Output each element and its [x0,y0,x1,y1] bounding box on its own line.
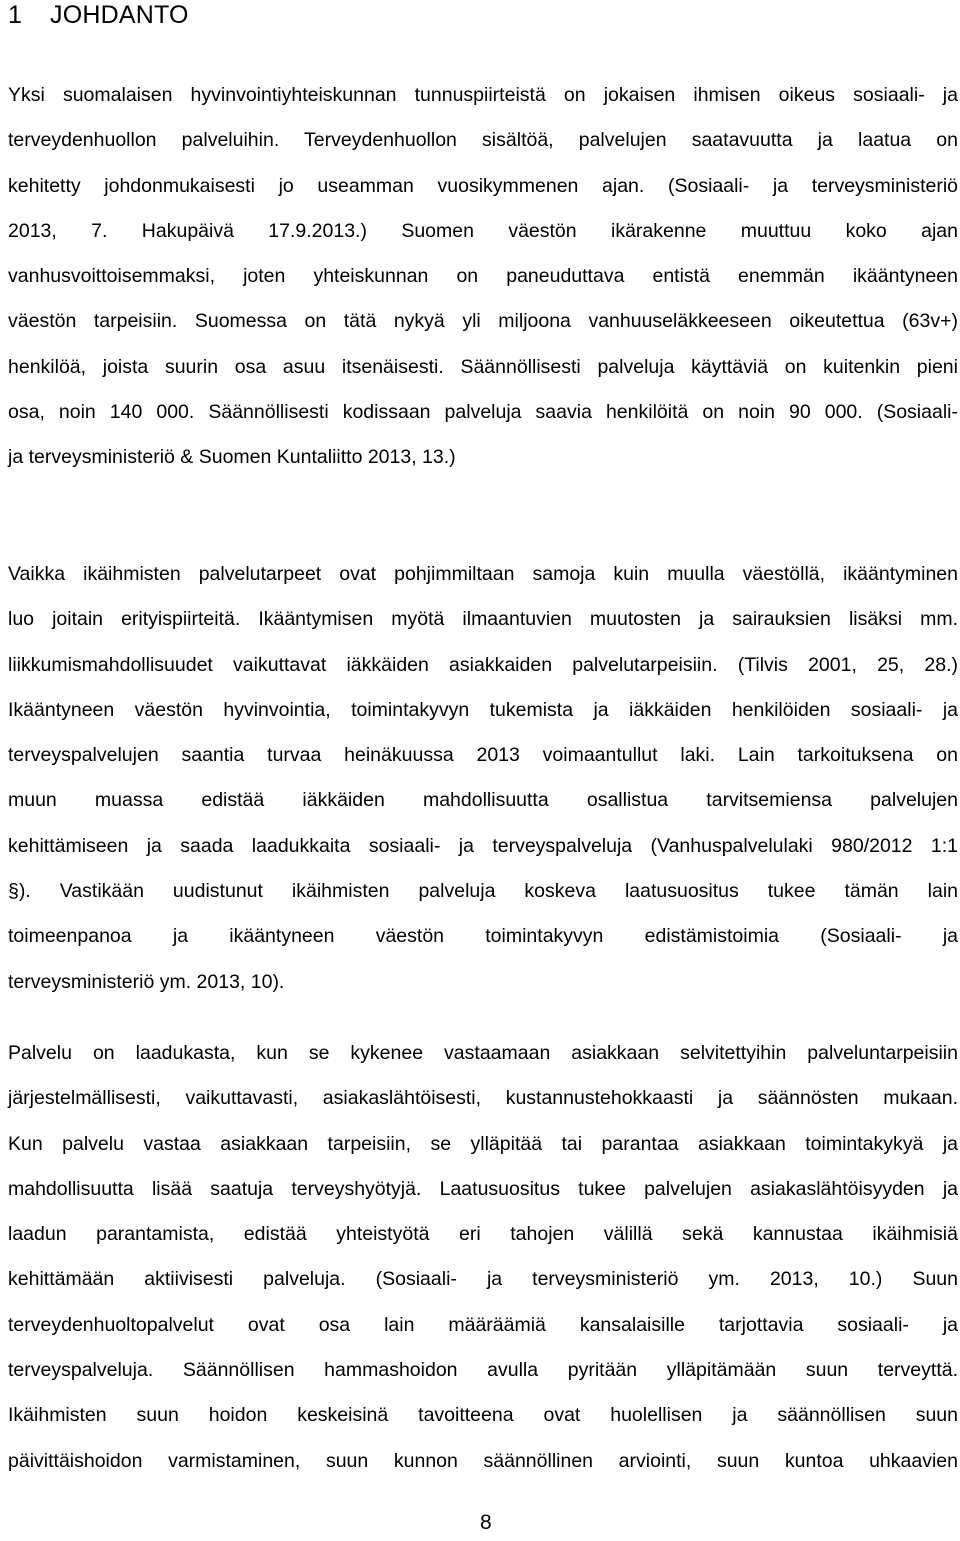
paragraph-line: 2013, 7. Hakupäivä 17.9.2013.) Suomen väestön ikärakenne muuttuu koko ajan [8,219,958,242]
chapter-title: JOHDANTO [50,1,189,29]
paragraph-line: terveysministeriö ym. 2013, 10). [8,970,285,993]
chapter-heading [8,0,958,30]
paragraph-line: liikkumismahdollisuudet vaikuttavat iäkkäiden asiakkaiden palvelutarpeisiin. (Tilvis 2001, 25, 28.) [8,653,958,676]
paragraph-line: osa, noin 140 000. Säännöllisesti kodissaan palveluja saavia henkilöitä on noin 90 000. (Sosiaali- [8,401,958,424]
paragraph-2 [8,552,958,1005]
paragraph-3 [8,1031,958,1484]
paragraph-line: Ikäihmisten suun hoidon keskeisinä tavoitteena ovat huolellisen ja säännöllisen suun [8,1404,958,1427]
paragraph-line: terveyspalvelujen saantia turvaa heinäkuussa 2013 voimaantullut laki. Lain tarkoituksena on [8,744,958,767]
paragraph-line: väestön tarpeisiin. Suomessa on tätä nykyä yli miljoona vanhuuseläkkeeseen oikeutettua (63v+) [8,310,958,333]
paragraph-line: Yksi suomalaisen hyvinvointiyhteiskunnan tunnuspiirteistä on jokaisen ihmisen oikeus sosiaali- ja [8,84,958,106]
paragraph-line: päivittäishoidon varmistaminen, suun kunnon säännöllinen arviointi, suun kuntoa uhkaavien [8,1449,958,1472]
paragraph-line: terveyspalveluja. Säännöllisen hammashoidon avulla pyritään ylläpitämään suun terveyttä. [8,1359,958,1382]
paragraph-line: henkilöä, joista suurin osa asuu itsenäisesti. Säännöllisesti palveluja käyttäviä on kuitenkin pieni [8,355,958,378]
paragraph-1 [8,73,958,481]
paragraph-line: ja terveysministeriö & Suomen Kuntaliitto 2013, 13.) [8,446,456,469]
document-page [8,0,958,1534]
paragraph-line: Ikääntyneen väestön hyvinvointia, toimintakyvyn tukemista ja iäkkäiden henkilöiden sosiaali- ja [8,698,958,721]
chapter-number: 1 [8,1,23,29]
paragraph-line: terveydenhuoltopalvelut ovat osa lain määräämiä kansalaisille tarjottavia sosiaali- ja [8,1313,958,1336]
paragraph-line: kehitetty johdonmukaisesti jo useamman vuosikymmenen ajan. (Sosiaali- ja terveysministeriö [8,174,958,197]
paragraph-line: Vaikka ikäihmisten palvelutarpeet ovat pohjimmiltaan samoja kuin muulla väestöllä, ikääntyminen [8,563,958,585]
page-number: 8 [480,1511,492,1534]
paragraph-line: terveydenhuollon palveluihin. Terveydenhuollon sisältöä, palvelujen saatavuutta ja laatua on [8,129,958,152]
paragraph-line: toimeenpanoa ja ikääntyneen väestön toimintakyvyn edistämistoimia (Sosiaali- ja [8,925,958,948]
paragraph-line: §). Vastikään uudistunut ikäihmisten palveluja koskeva laatusuositus tukee tämän lain [8,880,958,903]
paragraph-line: mahdollisuutta lisää saatuja terveyshyötyjä. Laatusuositus tukee palvelujen asiakaslähtöisyyden ja [8,1177,958,1200]
paragraph-line: laadun parantamista, edistää yhteistyötä eri tahojen välillä sekä kannustaa ikäihmisiä [8,1223,958,1246]
paragraph-line: kehittämään aktiivisesti palveluja. (Sosiaali- ja terveysministeriö ym. 2013, 10.) Suun [8,1268,958,1291]
paragraph-line: kehittämiseen ja saada laadukkaita sosiaali- ja terveyspalveluja (Vanhuspalvelulaki 980/2012 1:1 [8,834,958,857]
paragraph-line: muun muassa edistää iäkkäiden mahdollisuutta osallistua tarvitsemiensa palvelujen [8,789,958,812]
paragraph-line: luo joitain erityispiirteitä. Ikääntymisen myötä ilmaantuvien muutosten ja sairauksien lisäksi mm. [8,608,958,631]
paragraph-line: järjestelmällisesti, vaikuttavasti, asiakaslähtöisesti, kustannustehokkaasti ja säännösten mukaan. [8,1087,958,1110]
paragraph-line: Palvelu on laadukasta, kun se kykenee vastaamaan asiakkaan selvitettyihin palveluntarpeisiin [8,1042,958,1064]
paragraph-line: Kun palvelu vastaa asiakkaan tarpeisiin, se ylläpitää tai parantaa asiakkaan toimintakykyä ja [8,1132,958,1155]
paragraph-line: vanhusvoittoisemmaksi, joten yhteiskunnan on paneuduttava entistä enemmän ikääntyneen [8,265,958,288]
